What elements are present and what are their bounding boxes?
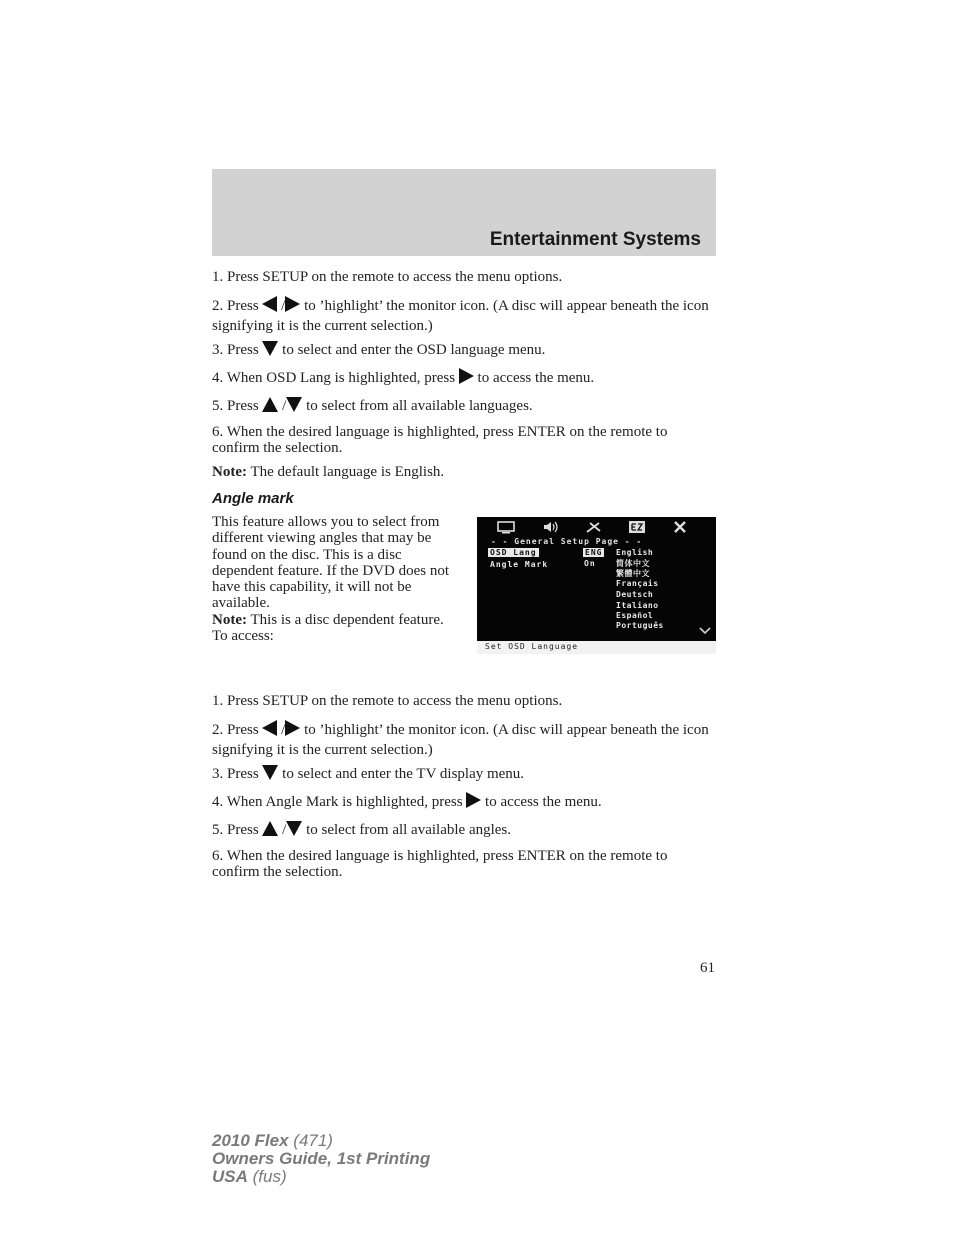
language-option: Italiano (616, 601, 659, 610)
step-2: 2. Press / to ’highlight’ the monitor icon. (A disc will appear beneath the icon signifying it is the current selection.) (212, 722, 709, 758)
note-text: The default language is English. (246, 464, 445, 480)
step-6: 6. When the desired language is highlighted, press ENTER on the remote to confirm the selection. (212, 424, 668, 456)
angle-mark-value: On (584, 559, 596, 568)
footer-line-1 (212, 1132, 430, 1150)
footer-region-code: (fus) (247, 1167, 287, 1186)
language-option: Deutsch (616, 590, 654, 599)
step-2-text: to ’highlight’ the monitor icon. (A disc will appear beneath the icon signifying it is the current selection.) (212, 298, 709, 334)
note (212, 464, 717, 480)
down-arrow-icon (262, 765, 278, 780)
up-arrow-icon (262, 821, 278, 836)
language-option: 繁體中文 (616, 569, 650, 578)
footer-line-3 (212, 1168, 430, 1186)
osd-icon-bar (477, 517, 716, 537)
angle-desc-text: This feature allows you to select from different viewing angles that may be found on the disc. This is a disc dependent feature. If the DVD does not have this capability, it will not be available. (212, 514, 449, 612)
step-1: 1. Press SETUP on the remote to access the menu options. (212, 693, 563, 709)
step-5: 5. Press / to select from all available languages. (212, 398, 533, 414)
step-1: 1. Press SETUP on the remote to access the menu options. (212, 269, 563, 285)
footer-model: 2010 Flex (212, 1131, 289, 1150)
section-title: Entertainment Systems (489, 229, 701, 250)
step-3-prefix: 3. Press (212, 342, 259, 358)
down-arrow-icon (286, 821, 302, 836)
header-band (212, 169, 716, 256)
note-text: This is a disc dependent feature. (246, 611, 444, 628)
step-5-text: to select from all available languages. (306, 398, 533, 414)
chevron-down-icon (699, 627, 711, 635)
down-arrow-icon (262, 341, 278, 356)
right-arrow-icon (459, 368, 474, 384)
right-arrow-icon (466, 792, 481, 808)
angle-mark-label: Angle Mark (490, 560, 549, 569)
osd-status-text: Set OSD Language (485, 642, 579, 651)
osd-lang-label (488, 548, 539, 557)
footer-model-code: (471) (288, 1131, 333, 1150)
osd-lang-value-text: ENG (585, 548, 603, 557)
language-option: Français (616, 579, 659, 588)
note-label: Note: (212, 611, 247, 628)
footer-region: USA (212, 1167, 248, 1186)
step-2-prefix: 2. Press (212, 722, 259, 738)
osd-lang-value (583, 548, 604, 557)
step-3 (212, 765, 717, 782)
close-icon (671, 520, 689, 534)
step-4-prefix: 4. When OSD Lang is highlighted, press (212, 370, 456, 386)
footer (212, 1132, 430, 1186)
step-3 (212, 341, 717, 358)
step-6: 6. When the desired language is highlighted, press ENTER on the remote to confirm the selection. (212, 848, 668, 880)
language-option: Português (616, 621, 664, 630)
step-2-text: to ’highlight’ the monitor icon. (A disc will appear beneath the icon signifying it is the current selection.) (212, 722, 709, 758)
angle-description (212, 514, 462, 644)
down-arrow-icon (286, 397, 302, 412)
step-2: 2. Press / to ’highlight’ the monitor icon. (A disc will appear beneath the icon signifying it is the current selection.) (212, 298, 709, 334)
step-3-prefix: 3. Press (212, 766, 259, 782)
step-5: 5. Press / to select from all available angles. (212, 822, 512, 838)
osd-page-title: - - General Setup Page - - (491, 537, 643, 546)
step-5-prefix: 5. Press (212, 822, 259, 838)
step-3-text: to select and enter the TV display menu. (282, 766, 525, 782)
step-4 (212, 368, 717, 386)
step-4-prefix: 4. When Angle Mark is highlighted, press (212, 794, 463, 810)
osd-menu-figure (477, 517, 716, 654)
step-4 (212, 792, 717, 810)
monitor-icon (497, 520, 515, 534)
page-number: 61 (700, 960, 715, 976)
footer-line-2: Owners Guide, 1st Printing (212, 1149, 431, 1168)
language-option: English (616, 548, 654, 557)
left-arrow-icon (262, 720, 277, 736)
osd-status-bar (477, 641, 716, 654)
step-2-prefix: 2. Press (212, 298, 259, 314)
language-option: Español (616, 611, 654, 620)
section-heading: Angle mark (212, 490, 294, 507)
right-arrow-icon (285, 720, 300, 736)
step-5-prefix: 5. Press (212, 398, 259, 414)
tools-icon (585, 520, 603, 534)
note-label: Note: (212, 464, 247, 480)
audio-icon (541, 520, 559, 534)
to-access-text: To access: (212, 628, 274, 645)
osd-lang-label-text: OSD Lang (490, 548, 537, 557)
language-option: 简体中文 (616, 559, 650, 568)
ez-icon (628, 520, 646, 534)
up-arrow-icon (262, 397, 278, 412)
step-4-text: to access the menu. (477, 370, 595, 386)
step-4-text: to access the menu. (485, 794, 602, 810)
right-arrow-icon (285, 296, 300, 312)
step-5-text: to select from all available angles. (306, 822, 512, 838)
step-3-text: to select and enter the OSD language menu. (282, 342, 546, 358)
left-arrow-icon (262, 296, 277, 312)
